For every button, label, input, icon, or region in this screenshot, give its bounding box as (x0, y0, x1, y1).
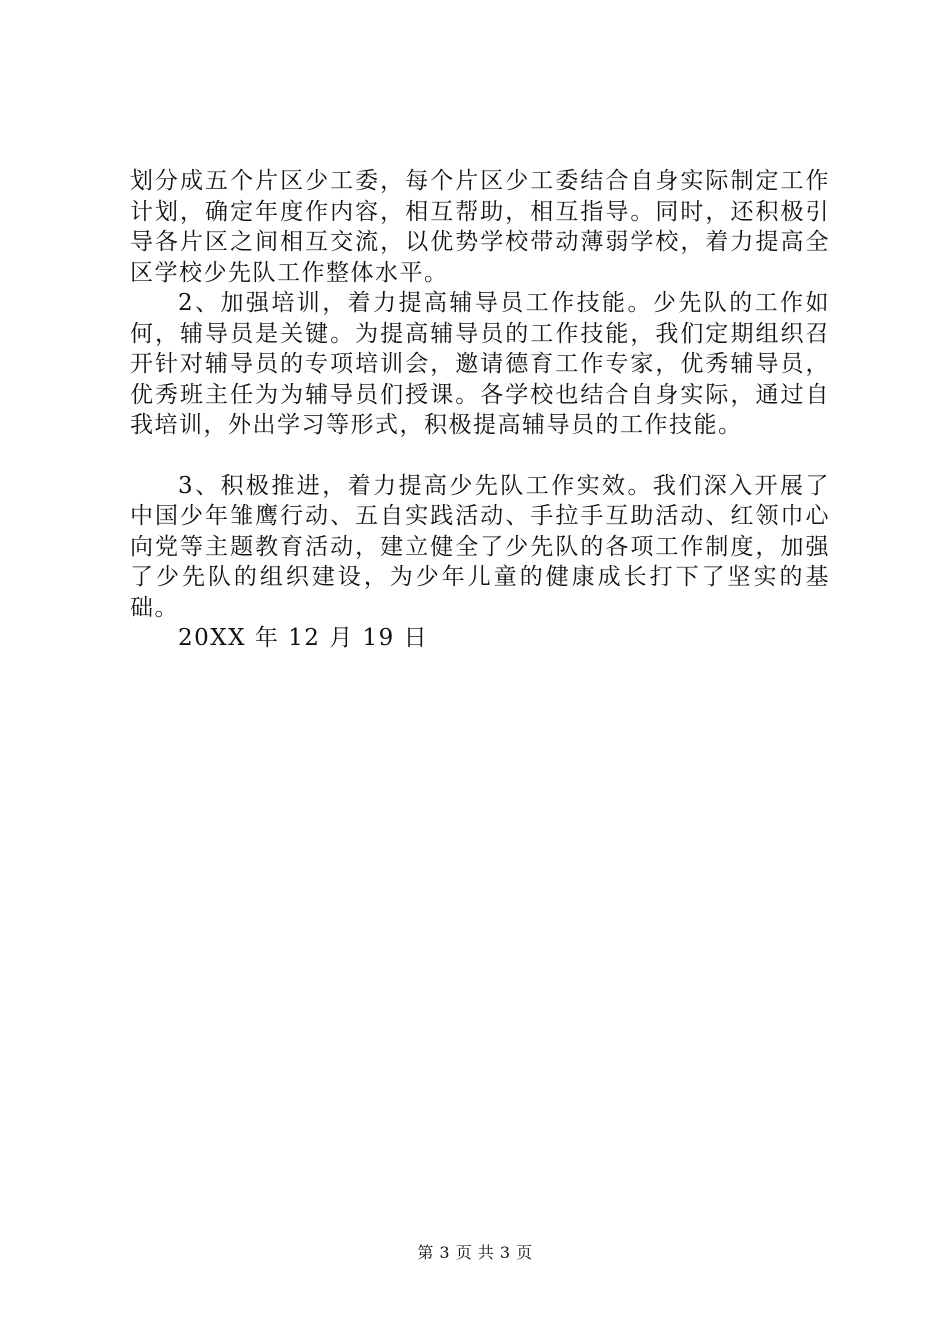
paragraph-training: 2、加强培训，着力提高辅导员工作技能。少先队的工作如何，辅导员是关键。为提高辅导员的工作技能，我们定期组织召开针对辅导员的专项培训会，邀请德育工作专家，优秀辅导员，优秀班主任为为辅导员们授课。各学校也结合自身实际，通过自我培训，外出学习等形式，积极提高辅导员的工作技能。 (130, 290, 830, 438)
document-date: 20XX 年 12 月 19 日 (178, 625, 429, 651)
page-footer (0, 1243, 950, 1263)
paragraph-promotion: 3、积极推进，着力提高少先队工作实效。我们深入开展了中国少年雏鹰行动、五自实践活动、手拉手互助活动、红领巾心向党等主题教育活动，建立健全了少先队的各项工作制度，加强了少先队的组织建设，为少年儿童的健康成长打下了坚实的基础。 (130, 472, 830, 621)
paragraph-continuation: 划分成五个片区少工委，每个片区少工委结合自身实际制定工作计划，确定年度作内容，相互帮助，相互指导。同时，还积极引导各片区之间相互交流，以优势学校带动薄弱学校，着力提高全区学校少先队工作整体水平。 (130, 168, 830, 286)
page-indicator: 第 3 页 共 3 页 (417, 1243, 533, 1262)
document-body (130, 166, 830, 654)
